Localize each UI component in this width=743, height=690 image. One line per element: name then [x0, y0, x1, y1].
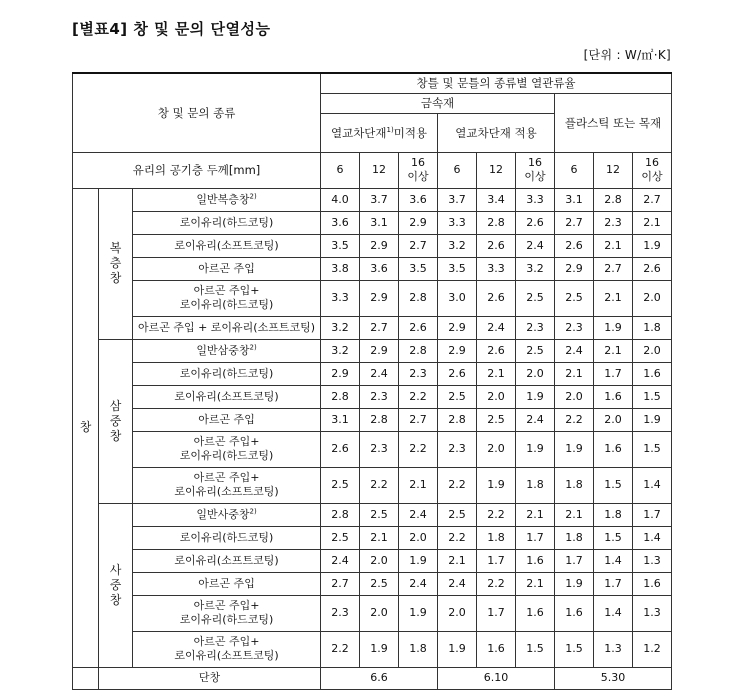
value-cell: 1.8 [477, 526, 516, 549]
value-cell: 2.0 [477, 431, 516, 467]
value-cell: 2.3 [438, 431, 477, 467]
row-label-line1: 아르곤 주입 [198, 576, 255, 590]
value-cell: 2.8 [594, 188, 633, 211]
value-cell: 3.2 [321, 316, 360, 339]
value-cell: 2.5 [477, 408, 516, 431]
row-label [133, 362, 321, 385]
value-cell: 2.2 [438, 467, 477, 503]
value-cell: 2.2 [360, 467, 399, 503]
value-cell: 2.7 [321, 572, 360, 595]
value-cell: 1.8 [633, 316, 672, 339]
value-cell: 2.1 [399, 467, 438, 503]
value-cell: 1.8 [399, 631, 438, 667]
insulation-table [72, 72, 672, 690]
value-cell: 2.7 [360, 316, 399, 339]
value-cell: 2.1 [594, 339, 633, 362]
value-cell: 3.2 [516, 257, 555, 280]
group-label: 사중창 [109, 562, 122, 607]
gap-value-text: 이상 [641, 170, 663, 183]
table-row [73, 316, 672, 339]
gap-value-text: 16 [411, 156, 426, 169]
value-cell: 2.3 [360, 431, 399, 467]
gap-value-text: 16 [528, 156, 543, 169]
row-label-line1: 아르곤 주입+ [193, 435, 260, 448]
value-cell: 2.4 [399, 503, 438, 526]
value-cell: 2.1 [360, 526, 399, 549]
table-row [73, 408, 672, 431]
value-cell: 1.6 [555, 595, 594, 631]
kind-header: 창 및 문의 종류 [73, 73, 321, 152]
value-cell: 1.5 [555, 631, 594, 667]
value-cell: 2.8 [360, 408, 399, 431]
row-label-line1: 로이유리(소프트코팅) [174, 238, 279, 252]
value-cell: 3.5 [399, 257, 438, 280]
table-row [73, 503, 672, 526]
row-label [133, 431, 321, 467]
value-cell: 3.1 [321, 408, 360, 431]
row-label [133, 503, 321, 526]
value-cell: 2.1 [594, 234, 633, 257]
value-cell: 2.3 [594, 211, 633, 234]
row-label-line2: 로이유리(하드코팅) [179, 449, 274, 462]
row-label-line1: 아르곤 주입+ [193, 284, 260, 297]
value-cell: 2.1 [555, 503, 594, 526]
value-cell: 2.1 [594, 280, 633, 316]
value-cell: 1.9 [438, 631, 477, 667]
table-row [73, 467, 672, 503]
single-pane-value: 6.6 [321, 667, 438, 689]
value-cell: 2.2 [399, 385, 438, 408]
gap-value [360, 152, 399, 188]
value-cell: 2.5 [321, 467, 360, 503]
row-label-line2: 로이유리(소프트코팅) [174, 649, 279, 662]
group-label: 복층창 [109, 241, 122, 285]
row-label-line2: 로이유리(소프트코팅) [174, 485, 279, 498]
value-cell: 2.1 [633, 211, 672, 234]
value-cell: 2.4 [321, 549, 360, 572]
value-cell: 2.4 [516, 408, 555, 431]
value-cell: 1.4 [633, 467, 672, 503]
footnote-mark: 2) [249, 191, 257, 200]
category-label: 창 [79, 420, 92, 434]
value-cell: 2.4 [360, 362, 399, 385]
value-cell: 2.3 [555, 316, 594, 339]
value-cell: 2.4 [555, 339, 594, 362]
row-label [133, 631, 321, 667]
row-label-line2: 로이유리(하드코팅) [179, 613, 274, 626]
value-cell: 2.9 [399, 211, 438, 234]
value-cell: 3.3 [477, 257, 516, 280]
value-cell: 2.6 [438, 362, 477, 385]
value-cell: 1.2 [633, 631, 672, 667]
value-cell: 1.9 [594, 316, 633, 339]
row-label-line1: 아르곤 주입 [198, 412, 255, 426]
value-cell: 2.1 [516, 503, 555, 526]
value-cell: 2.0 [360, 549, 399, 572]
value-cell: 2.4 [516, 234, 555, 257]
value-cell: 2.0 [360, 595, 399, 631]
gap-value-text: 16 [645, 156, 660, 169]
single-pane-label: 단창 [99, 667, 321, 689]
gap-value [516, 152, 555, 188]
footnote-mark: 2) [249, 342, 257, 351]
value-cell: 2.9 [438, 339, 477, 362]
gap-value-text: 12 [489, 163, 504, 176]
table-row [73, 280, 672, 316]
row-label [133, 234, 321, 257]
value-cell: 3.7 [438, 188, 477, 211]
value-cell: 2.9 [360, 234, 399, 257]
value-cell: 1.7 [555, 549, 594, 572]
value-cell: 3.2 [438, 234, 477, 257]
value-cell: 2.6 [555, 234, 594, 257]
value-cell: 1.6 [594, 431, 633, 467]
value-cell: 3.6 [321, 211, 360, 234]
value-cell: 2.3 [360, 385, 399, 408]
row-label-line1: 아르곤 주입 + 로이유리(소프트코팅) [137, 320, 316, 334]
value-cell: 2.4 [477, 316, 516, 339]
value-cell: 3.4 [477, 188, 516, 211]
value-cell: 2.6 [399, 316, 438, 339]
row-label-line1: 로이유리(소프트코팅) [174, 553, 279, 567]
value-cell: 1.9 [516, 385, 555, 408]
value-cell: 2.2 [399, 431, 438, 467]
value-cell: 1.9 [399, 595, 438, 631]
value-cell: 1.9 [516, 431, 555, 467]
row-label [133, 408, 321, 431]
value-cell: 1.8 [555, 467, 594, 503]
gap-value-text: 12 [372, 163, 387, 176]
value-cell: 2.6 [477, 280, 516, 316]
value-cell: 2.5 [321, 526, 360, 549]
value-cell: 2.9 [360, 280, 399, 316]
value-cell: 1.5 [594, 467, 633, 503]
value-cell: 2.9 [321, 362, 360, 385]
frame-type-header: 창틀 및 문틀의 종류별 열관류율 [321, 73, 672, 93]
value-cell: 3.5 [321, 234, 360, 257]
single-pane-value: 6.10 [438, 667, 555, 689]
row-label-line2: 로이유리(하드코팅) [179, 298, 274, 311]
value-cell: 2.4 [438, 572, 477, 595]
value-cell: 2.7 [399, 408, 438, 431]
gap-value [438, 152, 477, 188]
value-cell: 2.2 [477, 572, 516, 595]
footnote-mark: 1) [386, 125, 394, 134]
gap-label: 유리의 공기층 두께[mm] [73, 152, 321, 188]
gap-value-text: 6 [336, 163, 344, 176]
value-cell: 1.4 [633, 526, 672, 549]
row-label [133, 385, 321, 408]
row-label-line1: 로이유리(하드코팅) [179, 215, 274, 229]
value-cell: 2.6 [633, 257, 672, 280]
value-cell: 2.7 [399, 234, 438, 257]
value-cell: 1.9 [360, 631, 399, 667]
row-label-line1: 아르곤 주입+ [193, 471, 260, 484]
category-cell [73, 188, 99, 667]
metal-header: 금속재 [321, 93, 555, 113]
row-label-line1: 아르곤 주입+ [193, 599, 260, 612]
value-cell: 2.9 [555, 257, 594, 280]
single-pane-value: 5.30 [555, 667, 672, 689]
value-cell: 2.8 [321, 503, 360, 526]
gap-value [321, 152, 360, 188]
value-cell: 1.4 [594, 549, 633, 572]
value-cell: 2.2 [555, 408, 594, 431]
row-label [133, 595, 321, 631]
gap-value-text: 이상 [524, 170, 546, 183]
value-cell: 2.0 [594, 408, 633, 431]
value-cell: 1.7 [516, 526, 555, 549]
value-cell: 2.0 [555, 385, 594, 408]
value-cell: 2.1 [555, 362, 594, 385]
value-cell: 2.6 [477, 234, 516, 257]
value-cell: 3.0 [438, 280, 477, 316]
table-row [73, 211, 672, 234]
gap-value [594, 152, 633, 188]
table-row [73, 431, 672, 467]
table-body [73, 73, 672, 689]
row-label-line1: 로이유리(하드코팅) [179, 366, 274, 380]
value-cell: 2.1 [516, 572, 555, 595]
value-cell: 2.4 [399, 572, 438, 595]
table-row [73, 362, 672, 385]
row-label-line1: 아르곤 주입 [198, 261, 255, 275]
value-cell: 1.9 [477, 467, 516, 503]
table-row [73, 549, 672, 572]
value-cell: 1.7 [594, 362, 633, 385]
value-cell: 2.0 [516, 362, 555, 385]
value-cell: 1.3 [633, 549, 672, 572]
value-cell: 1.8 [516, 467, 555, 503]
table-row [73, 595, 672, 631]
value-cell: 1.8 [594, 503, 633, 526]
value-cell: 2.5 [516, 280, 555, 316]
value-cell: 1.6 [516, 549, 555, 572]
gap-value [477, 152, 516, 188]
value-cell: 3.3 [438, 211, 477, 234]
value-cell: 1.9 [555, 572, 594, 595]
table-row [73, 234, 672, 257]
plastic-wood-header: 플라스틱 또는 목재 [555, 93, 672, 152]
row-label-line1: 일반사중창 [196, 507, 250, 521]
value-cell: 3.3 [516, 188, 555, 211]
table-row [73, 631, 672, 667]
row-label [133, 188, 321, 211]
value-cell: 2.8 [477, 211, 516, 234]
value-cell: 3.8 [321, 257, 360, 280]
value-cell: 1.8 [555, 526, 594, 549]
value-cell: 2.5 [360, 572, 399, 595]
gap-row [73, 152, 672, 188]
value-cell: 1.4 [594, 595, 633, 631]
value-cell: 2.1 [477, 362, 516, 385]
value-cell: 2.7 [594, 257, 633, 280]
value-cell: 2.9 [438, 316, 477, 339]
table-row [73, 257, 672, 280]
value-cell: 2.2 [477, 503, 516, 526]
gap-value-text: 6 [453, 163, 461, 176]
value-cell: 2.0 [438, 595, 477, 631]
value-cell: 2.9 [360, 339, 399, 362]
metal-no-break-header [321, 113, 438, 152]
row-label [133, 316, 321, 339]
gap-value-text: 12 [606, 163, 621, 176]
gap-value-text: 6 [570, 163, 578, 176]
row-label [133, 339, 321, 362]
value-cell: 1.5 [516, 631, 555, 667]
value-cell: 2.5 [438, 385, 477, 408]
value-cell: 2.2 [321, 631, 360, 667]
value-cell: 2.2 [438, 526, 477, 549]
gap-value [633, 152, 672, 188]
value-cell: 2.6 [321, 431, 360, 467]
row-label [133, 211, 321, 234]
header-row-1 [73, 73, 672, 93]
gap-value [555, 152, 594, 188]
row-label [133, 549, 321, 572]
page-title: [별표4] 창 및 문의 단열성능 [72, 20, 271, 38]
value-cell: 1.5 [633, 385, 672, 408]
value-cell: 2.0 [477, 385, 516, 408]
row-label [133, 280, 321, 316]
value-cell: 2.8 [399, 280, 438, 316]
value-cell: 1.6 [477, 631, 516, 667]
value-cell: 2.0 [633, 339, 672, 362]
value-cell: 3.6 [399, 188, 438, 211]
group-cell [99, 339, 133, 503]
table-row [73, 339, 672, 362]
value-cell: 1.7 [477, 595, 516, 631]
value-cell: 2.5 [516, 339, 555, 362]
table-row [73, 385, 672, 408]
value-cell: 3.6 [360, 257, 399, 280]
value-cell: 2.6 [477, 339, 516, 362]
group-label: 삼중창 [109, 398, 122, 443]
value-cell: 2.5 [555, 280, 594, 316]
value-cell: 1.7 [477, 549, 516, 572]
row-label-line1: 로이유리(하드코팅) [179, 530, 274, 544]
value-cell: 1.5 [594, 526, 633, 549]
value-cell: 1.6 [516, 595, 555, 631]
value-cell: 4.0 [321, 188, 360, 211]
value-cell: 1.6 [633, 572, 672, 595]
metal-no-break-suffix: 미적용 [393, 125, 428, 140]
value-cell: 1.3 [633, 595, 672, 631]
value-cell: 1.9 [633, 408, 672, 431]
row-label [133, 526, 321, 549]
value-cell: 1.5 [633, 431, 672, 467]
footnote-mark: 2) [249, 506, 257, 515]
value-cell: 2.1 [438, 549, 477, 572]
value-cell: 2.6 [516, 211, 555, 234]
value-cell: 1.9 [633, 234, 672, 257]
metal-no-break-label: 열교차단재 [330, 125, 387, 140]
group-cell [99, 188, 133, 339]
value-cell: 3.5 [438, 257, 477, 280]
row-label [133, 572, 321, 595]
gap-value-text: 이상 [407, 170, 429, 183]
value-cell: 2.7 [633, 188, 672, 211]
value-cell: 1.9 [399, 549, 438, 572]
row-label [133, 467, 321, 503]
value-cell: 2.3 [399, 362, 438, 385]
group-cell [99, 503, 133, 667]
value-cell: 3.7 [360, 188, 399, 211]
value-cell: 2.5 [360, 503, 399, 526]
row-label-line1: 아르곤 주입+ [193, 635, 260, 648]
value-cell: 2.8 [321, 385, 360, 408]
row-label-line1: 로이유리(소프트코팅) [174, 389, 279, 403]
value-cell: 1.7 [633, 503, 672, 526]
row-label [133, 257, 321, 280]
table-row [73, 188, 672, 211]
value-cell: 2.8 [438, 408, 477, 431]
row-label-line1: 일반삼중창 [196, 343, 250, 357]
value-cell: 1.6 [633, 362, 672, 385]
table-row [73, 526, 672, 549]
value-cell: 2.8 [399, 339, 438, 362]
value-cell: 1.6 [594, 385, 633, 408]
value-cell: 3.1 [360, 211, 399, 234]
value-cell: 2.5 [438, 503, 477, 526]
value-cell: 3.1 [555, 188, 594, 211]
row-label-line1: 일반복층창 [196, 192, 250, 206]
value-cell: 1.9 [555, 431, 594, 467]
value-cell: 1.3 [594, 631, 633, 667]
value-cell: 1.7 [594, 572, 633, 595]
value-cell: 2.0 [633, 280, 672, 316]
value-cell: 3.3 [321, 280, 360, 316]
value-cell: 3.2 [321, 339, 360, 362]
table-row [73, 572, 672, 595]
value-cell: 2.3 [321, 595, 360, 631]
value-cell: 2.3 [516, 316, 555, 339]
value-cell: 2.7 [555, 211, 594, 234]
gap-value [399, 152, 438, 188]
value-cell: 2.0 [399, 526, 438, 549]
metal-break-header: 열교차단재 적용 [438, 113, 555, 152]
unit-label: [단위 : W/㎡·K] [583, 48, 671, 62]
